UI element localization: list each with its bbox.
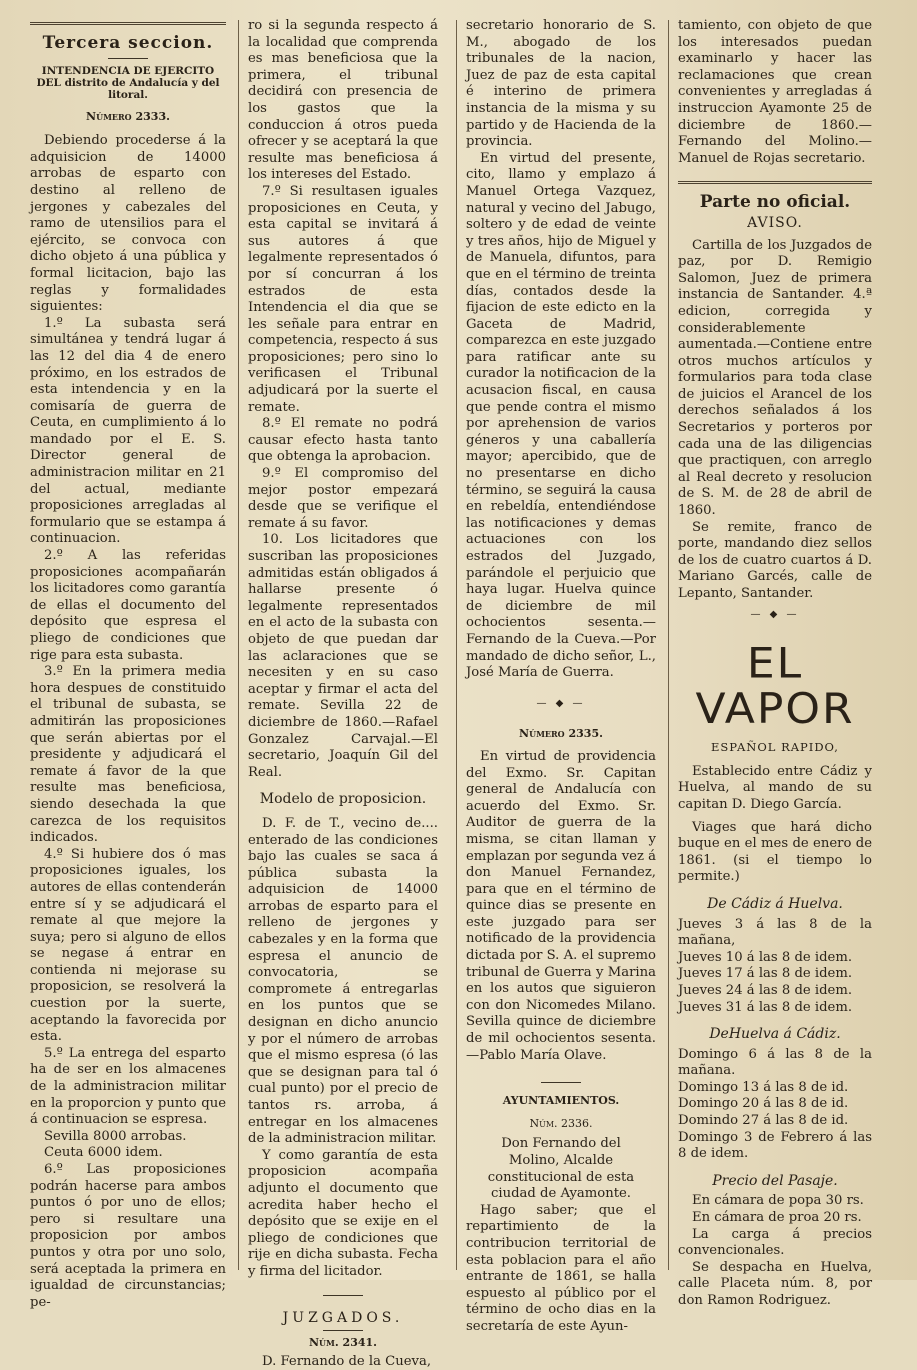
paragraph: secretario honorario de S. M., abogado de los tribunales de la nacion, Juez de paz de esta capital é interino de primera instancia de la misma y su partido y de Hacienda de la provincia. [466, 18, 656, 150]
schedule-item: Domingo 6 á las 8 de la mañana. [678, 1046, 872, 1079]
paragraph: Hago saber; que el repartimiento de la contribucion territorial de esta poblacion para el año entrante de 1861, se halla espuesto al público por el término de ocho dias en la secretaría de este Ayun- [466, 1202, 656, 1334]
separator: — ◆ — [536, 697, 586, 709]
price-heading: Precio del Pasaje. [712, 1172, 838, 1189]
schedule-item: Jueves 10 á las 8 de idem. [678, 949, 853, 965]
short-rule [323, 1295, 363, 1296]
price-item: Se despacha en Huelva, calle Placeta núm. 8, por don Ramon Rodriguez. [678, 1259, 872, 1308]
short-rule [108, 58, 148, 59]
double-rule [30, 22, 226, 27]
paragraph: Se remite, franco de porte, mandando diez sellos de los de cuatro cuartos á D. Mariano Garcés, calle de Lepanto, Santander. [678, 519, 872, 601]
schedule-item: Domindo 27 á las 8 de id. [678, 1113, 849, 1129]
notice-number: Número 2333. [86, 109, 170, 123]
aviso-heading: AVISO. [747, 214, 803, 231]
notice-number: Núm. 2341. [309, 1336, 377, 1350]
juzgados-heading: JUZGADOS. [282, 1309, 404, 1326]
paragraph: En virtud de providencia del Exmo. Sr. Capitan general de Andalucía con acuerdo del Exmo. Sr. Auditor de guerra de la misma, se citan llaman y emplazan por segunda vez á don Manuel Fernandez, para que en el término de quince dias se presente en este juzgado para ser notificado de la providencia dictada por S. A. el supremo tribunal de Guerra y Marina en los autos que siguieron con don Nicomedes Milano. Sevilla quince de diciembre de mil ochocientos sesenta.—Pablo María Olave. [466, 748, 656, 1063]
org-heading: INTENDENCIA DE EJERCITO DEL distrito de Andalucía y del litoral. [36, 64, 220, 101]
column-1 [30, 18, 226, 1311]
paragraph: Debiendo procederse á la adquisicion de 14000 arrobas de esparto con destino al relleno de jergones y cabezales del ramo de utensilios para el ejército, se convoca con dicho objeto á una pública y formal licitacion, bajo las reglas y formalidades siguientes: [30, 133, 226, 315]
paragraph: Y como garantía de esta proposicion acompaña adjunto el documento que acredita haber hecho el depósito que se exije en el pliego de condiciones que rije en dicha subasta. Fecha y firma del licitador. [248, 1147, 438, 1279]
route-heading: DeHuelva á Cádiz. [709, 1026, 841, 1043]
paragraph: ro si la segunda respecto á la localidad que comprenda es mas beneficiosa que la primera, el tribunal decidirá con presencia de los gastos que la conduccion á otros pueda ofrecer y se aceptará la que resulte mas beneficiosa á los intereses del Estado. [248, 18, 438, 183]
route-heading: De Cádiz á Huelva. [707, 895, 843, 912]
short-rule [323, 1330, 363, 1331]
schedule-list [678, 1047, 872, 1163]
paragraph: 5.º La entrega del esparto ha de ser en los almacenes de la administracion militar en la proporcion y punto que á continuacion se espresa. [30, 1045, 226, 1128]
schedule-item: Jueves 3 á las 8 de la mañana, [678, 916, 872, 949]
paragraph: 1.º La subasta será simultánea y tendrá lugar á las 12 del dia 4 de enero próximo, en los estrados de esta intendencia y en la comisaría de guerra de Ceuta, en cumplimiento á lo mandado por el E. S. Director general de administracion militar en 21 del actual, mediante proposiciones arregladas al formulario que se estampa á continuacion. [30, 315, 226, 547]
schedule-item: Jueves 17 á las 8 de idem. [678, 966, 853, 982]
schedule-item: Jueves 31 á las 8 de idem. [678, 999, 853, 1015]
ayuntamientos-heading: AYUNTAMIENTOS. [502, 1094, 620, 1108]
paragraph: tamiento, con objeto de que los interesados puedan examinarlo y hacer las reclamaciones que crean convenientes y arregladas á instruccion Ayamonte 25 de diciembre de 1860.—Fernando del Molino.—Manuel de Rojas secretario. [678, 18, 872, 166]
paragraph: Sevilla 8000 arrobas. [44, 1128, 187, 1144]
paragraph: D. Fernando de la Cueva, [262, 1353, 432, 1369]
paragraph: 9.º El compromiso del mejor postor empezará desde que se verifique el remate á su favor. [248, 466, 438, 531]
paragraph: Viages que hará dicho buque en el mes de enero de 1861. (si el tiempo lo permite.) [678, 819, 872, 885]
paragraph: Establecido entre Cádiz y Huelva, al mando de su capitan D. Diego García. [678, 763, 872, 812]
schedule-item: Jueves 24 á las 8 de idem. [678, 982, 853, 998]
paragraph: 2.º A las referidas proposiciones acompañarán los licitadores como garantía de ellas el documento del depósito que espresa el pliego de condiciones que rige para esta subasta. [30, 548, 226, 663]
vapor-headline: EL VAPOR [695, 639, 855, 734]
paragraph: 6.º Las proposiciones podrán hacerse para ambos puntos ó por uno de ellos; pero si resultare una proposicion por ambos puntos y otra por uno solo, será aceptada la primera en igualdad de circunstancias; pe- [30, 1162, 226, 1310]
column-4 [678, 18, 872, 1310]
short-rule [541, 1082, 581, 1083]
column-3 [466, 18, 656, 1336]
paragraph: Cartilla de los Juzgados de paz, por D. Remigio Salomon, Juez de primera instancia de Santander. 4.ª edicion, corregida y considerablemente aumentada.—Contiene entre otros muchos artículos y formularios para toda clase de juicios el Arancel de los derechos señalados á los Secretarios y porteros por cada una de las diligencias que practiquen, con arreglo al Real decreto y resolucion de S. M. de 28 de abril de 1860. [678, 237, 872, 519]
model-title: Modelo de proposicion. [259, 791, 427, 808]
column-divider [668, 20, 669, 1270]
paragraph: Don Fernando del Molino, Alcalde constitucional de esta ciudad de Ayamonte. [487, 1136, 635, 1202]
price-item: En cámara de proa 20 rs. [692, 1210, 862, 1226]
double-rule [678, 181, 872, 186]
paragraph: D. F. de T., vecino de.... enterado de las condiciones bajo las cuales se saca á pública subasta la adquisicion de 14000 arrobas de esparto para el relleno de jergones y cabezales y en la forma que espresa el anuncio de convocatoria, se compromete á entregarlas en los puntos que se designan en dicho anuncio y por el número de arrobas que el mismo espresa (ó las que se designan para tal ó cual punto) por el precio de tantos rs. arroba, á entregar en los almacenes de la administracion militar. [248, 815, 438, 1147]
price-item: En cámara de popa 30 rs. [692, 1193, 864, 1209]
schedule-item: Domingo 13 á las 8 de id. [678, 1079, 849, 1095]
separator: — ◆ — [750, 608, 800, 620]
column-divider [456, 20, 457, 1270]
column-2 [248, 18, 438, 1370]
notice-number: Número 2335. [519, 727, 603, 741]
paragraph: 3.º En la primera media hora despues de constituido el tribunal de subasta, se admitirán las proposiciones que serán abiertas por el presidente y adjudicará el remate á favor de la que resulte mas beneficiosa, siendo desechada la que carezca de los requisitos indicados. [30, 664, 226, 846]
paragraph: En virtud del presente, cito, llamo y emplazo á Manuel Ortega Vazquez, natural y vecino del Jabugo, soltero y de edad de veinte y tres años, hijo de Miguel y de Manuela, difuntos, para que en el término de treinta días, contados desde la fijacion de este edicto en la Gaceta de Madrid, comparezca en este juzgado para ratificar ante su curador la notificacion de la acusacion fiscal, en causa que pende contra el mismo por aprehension de varios géneros y una caballería mayor; apercibido, que de no presentarse en dicho término, se seguirá la causa en rebeldía, entendiéndose las notificaciones y demas actuaciones con los estrados del Juzgado, parándole el perjuicio que haya lugar. Huelva quince de diciembre de mil ochocientos sesenta.—Fernando de la Cueva.—Por mandado de dicho señor, L., José María de Guerra. [466, 150, 656, 681]
paragraph: 4.º Si hubiere dos ó mas proposiciones iguales, los autores de ellas contenderán entre sí y se adjudicará el remate al que mejore la suya; pero si alguno de ellos se negase á entrar en contienda ni mejorase su proposicion, se resolverá la cuestion por la suerte, aceptando la favorecida por esta. [30, 846, 226, 1045]
schedule-item: Domingo 3 de Febrero á las 8 de idem. [678, 1129, 872, 1162]
paragraph: 8.º El remate no podrá causar efecto hasta tanto que obtenga la aprobacion. [248, 416, 438, 465]
column-divider [238, 20, 239, 1270]
schedule-list [678, 917, 872, 1017]
paragraph: Ceuta 6000 idem. [44, 1145, 163, 1161]
price-item: La carga á precios convencionales. [678, 1226, 872, 1259]
notice-number: Núm. 2336. [529, 1116, 593, 1130]
paragraph: 7.º Si resultasen iguales proposiciones en Ceuta, y esta capital se invitará á sus autores á que legalmente representados ó por sí concurran á los estrados de esta Intendencia el dia que se les señale para entrar en competencia, respecto á sus proposiciones; pero sino lo verificasen el Tribunal adjudicará por la suerte el remate. [248, 183, 438, 415]
parte-no-oficial-heading: Parte no oficial. [699, 192, 851, 213]
schedule-item: Domingo 20 á las 8 de id. [678, 1096, 849, 1112]
vapor-subtitle: ESPAÑOL RAPIDO, [711, 740, 839, 755]
section-title: Tercera seccion. [42, 33, 214, 53]
paragraph: 10. Los licitadores que suscriban las proposiciones admitidas están obligados á hallarse presente ó legalmente representados en el acto de la subasta con objeto de que puedan dar las aclaraciones que se necesiten y en su caso aceptar y firmar el acta del remate. Sevilla 22 de diciembre de 1860.—Rafael Gonzalez Carvajal.—El secretario, Joaquín Gil del Real. [248, 532, 438, 780]
